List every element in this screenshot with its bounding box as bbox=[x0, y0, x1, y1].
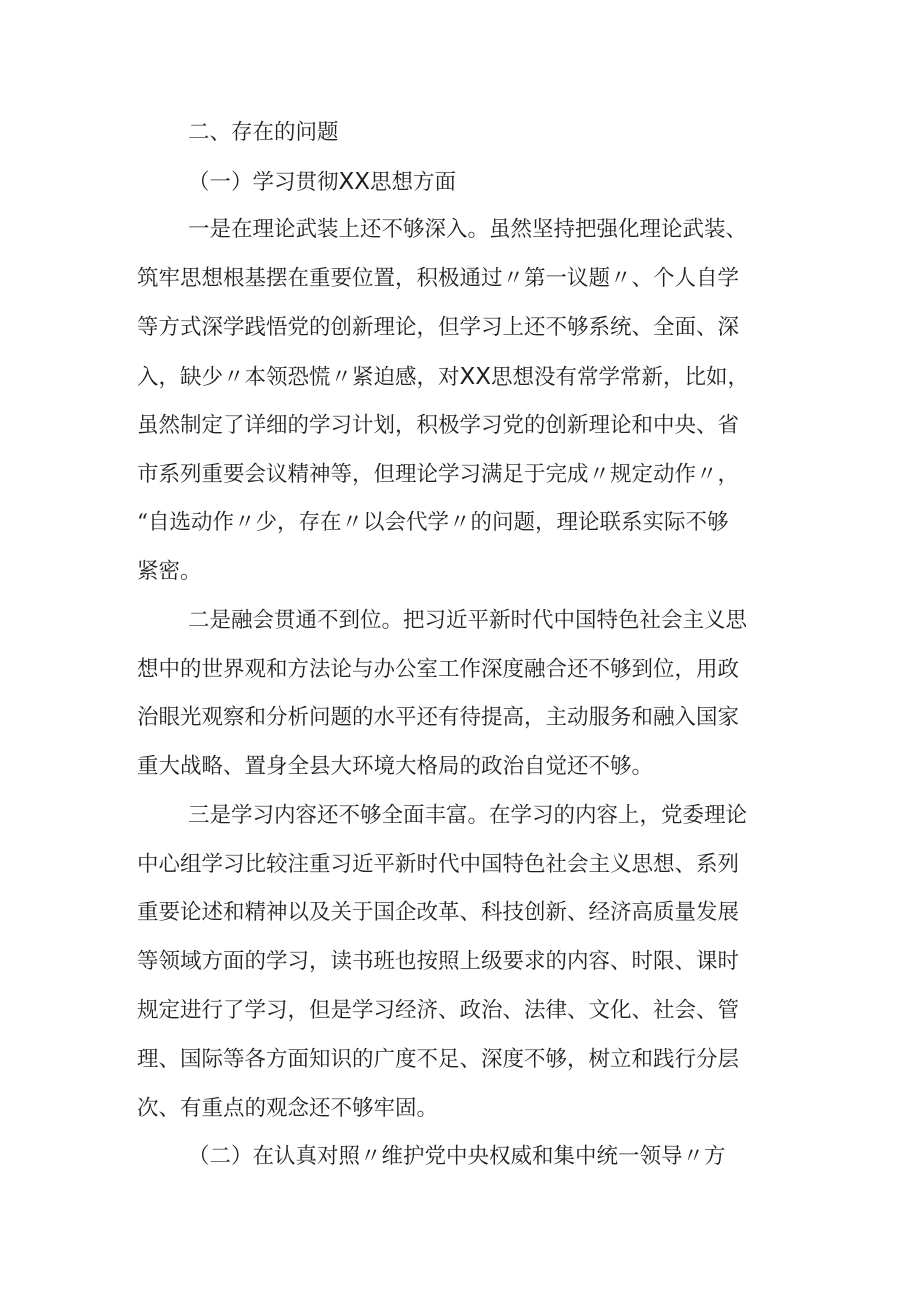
para-1-line-7: “自选动作〃少，存在〃以会代学〃的问题，理论联系实际不够 bbox=[137, 510, 729, 535]
subheading-1-prefix: （一）学习贯彻 bbox=[188, 170, 339, 195]
para-3-line-1: 三是学习内容还不够全面丰富。在学习的内容上，党委理论 bbox=[188, 803, 748, 828]
para-2-line-4: 重大战略、置身全县大环境大格局的政治自觉还不够。 bbox=[137, 754, 654, 779]
para-2-line-3: 治眼光观察和分析问题的水平还有待提高，主动服务和融入国家 bbox=[137, 705, 740, 730]
para-1-line-8: 紧密。 bbox=[137, 559, 202, 584]
para-3-line-7: 次、有重点的观念还不够牢固。 bbox=[137, 1096, 439, 1121]
para-1-line-5: 虽然制定了详细的学习计划，积极学习党的创新理论和中央、省 bbox=[137, 413, 740, 438]
para-1-line-4-b: 思想没有常学常新，比如， bbox=[491, 365, 750, 390]
para-1-line-1: 一是在理论武装上还不够深入。虽然坚持把强化理论武装、 bbox=[188, 217, 748, 242]
para-3-line-3: 重要论述和精神以及关于国企改革、科技创新、经济高质量发展 bbox=[137, 900, 740, 925]
subheading-1 bbox=[188, 167, 456, 197]
para-3-line-6: 理、国际等各方面知识的广度不足、深度不够，树立和践行分层 bbox=[137, 1047, 740, 1072]
para-1-line-6: 市系列重要会议精神等，但理论学习满足于完成〃规定动作〃， bbox=[137, 462, 740, 487]
section-heading: 二、存在的问题 bbox=[188, 120, 339, 145]
para-3-line-2: 中心组学习比较注重习近平新时代中国特色社会主义思想、系列 bbox=[137, 852, 740, 877]
para-2-line-2: 想中的世界观和方法论与办公室工作深度融合还不够到位，用政 bbox=[137, 657, 740, 682]
para-2-line-1: 二是融会贯通不到位。把习近平新时代中国特色社会主义思 bbox=[188, 608, 748, 633]
para-1-line-3: 等方式深学践悟党的创新理论，但学习上还不够系统、全面、深 bbox=[137, 315, 740, 340]
subheading-2: （二）在认真对照〃维护党中央权威和集中统一领导〃方 bbox=[188, 1144, 726, 1169]
para-3-line-5: 规定进行了学习，但是学习经济、政治、法律、文化、社会、管 bbox=[137, 998, 740, 1023]
para-1-line-4 bbox=[137, 362, 749, 392]
subheading-1-suffix: 思想方面 bbox=[370, 170, 457, 195]
para-1-line-4-code: XX bbox=[459, 364, 492, 390]
para-3-line-4: 等领域方面的学习，读书班也按照上级要求的内容、时限、课时 bbox=[137, 949, 740, 974]
subheading-1-code: XX bbox=[338, 169, 371, 195]
para-1-line-2: 筑牢思想根基摆在重要位置，积极通过〃第一议题〃、个人自学 bbox=[137, 266, 740, 291]
para-1-line-4-a: 入，缺少〃本领恐慌〃紧迫感，对 bbox=[137, 365, 460, 390]
